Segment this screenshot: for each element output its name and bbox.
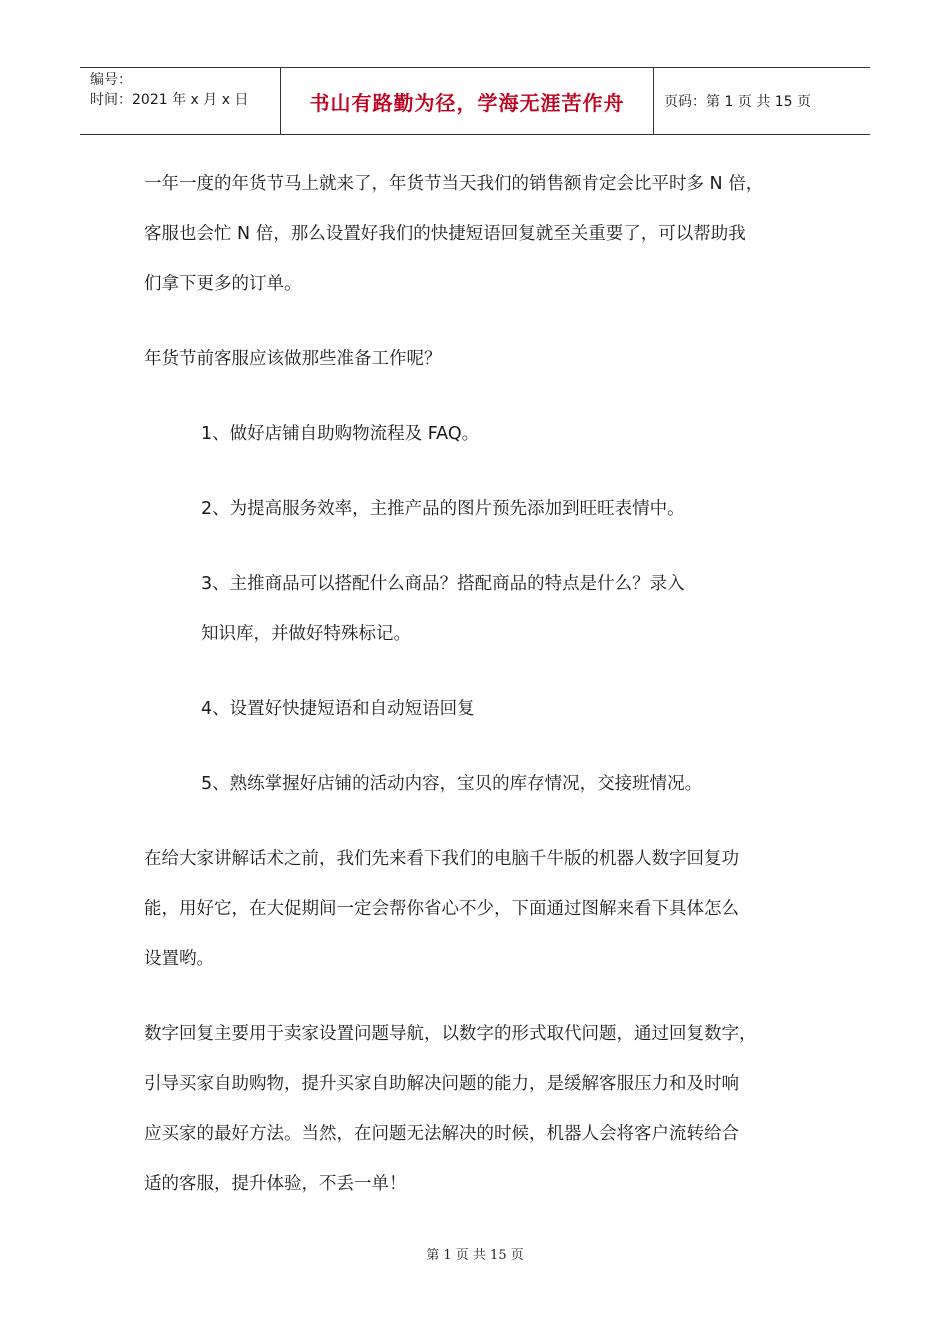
- paragraph-intro: [144, 159, 824, 309]
- list-item-3: [144, 559, 824, 659]
- text-line: 2、为提高服务效率，主推产品的图片预先添加到旺旺表情中。: [201, 499, 685, 519]
- text-line: 适的客服，提升体验，不丢一单！: [144, 1174, 407, 1194]
- text-line: 知识库，并做好特殊标记。: [201, 624, 411, 644]
- text-line: 4、设置好快捷短语和自动短语回复: [201, 699, 475, 719]
- header-page-info: 页码：第 1 页 共 15 页: [664, 94, 811, 110]
- header-meta: [80, 68, 281, 134]
- text-line: 年货节前客服应该做那些准备工作呢？: [144, 349, 442, 369]
- header-page-info-cell: [654, 68, 870, 134]
- text-line: 1、做好店铺自助购物流程及 FAQ。: [201, 424, 480, 444]
- text-line: 设置哟。: [144, 949, 214, 969]
- list-item-5: [144, 759, 824, 809]
- paragraph-question: [144, 334, 824, 384]
- text-line: 客服也会忙 N 倍，那么设置好我们的快捷短语回复就至关重要了，可以帮助我: [144, 224, 746, 244]
- list-item-4: [144, 684, 824, 734]
- text-line: 应买家的最好方法。当然，在问题无法解决的时候，机器人会将客户流转给合: [144, 1124, 739, 1144]
- header-motto: 书山有路勤为径，学海无涯苦作舟: [309, 90, 625, 115]
- text-line: 在给大家讲解话术之前，我们先来看下我们的电脑千牛版的机器人数字回复功: [144, 849, 739, 869]
- header-motto-cell: [281, 68, 654, 134]
- page-header: [80, 67, 870, 135]
- text-line: 数字回复主要用于卖家设置问题导航，以数字的形式取代问题，通过回复数字，: [144, 1024, 757, 1044]
- text-line: 们拿下更多的订单。: [144, 274, 302, 294]
- document-number-label: 编号：: [90, 72, 132, 88]
- paragraph-number-reply: [144, 1009, 824, 1209]
- list-item-1: [144, 409, 824, 459]
- text-line: 引导买家自助购物，提升买家自助解决问题的能力，是缓解客服压力和及时响: [144, 1074, 739, 1094]
- list-item-2: [144, 484, 824, 534]
- document-time-label: 时间：2021 年 x 月 x 日: [90, 92, 249, 108]
- text-line: 一年一度的年货节马上就来了，年货节当天我们的销售额肯定会比平时多 N 倍，: [144, 174, 764, 194]
- text-line: 能，用好它，在大促期间一定会帮你省心不少，下面通过图解来看下具体怎么: [144, 899, 739, 919]
- text-line: 5、熟练掌握好店铺的活动内容，宝贝的库存情况，交接班情况。: [201, 774, 703, 794]
- text-line: 3、主推商品可以搭配什么商品？搭配商品的特点是什么？录入: [201, 574, 685, 594]
- paragraph-robot-intro: [144, 834, 824, 984]
- document-body: [144, 159, 824, 1209]
- page-footer: 第 1 页 共 15 页: [426, 1248, 524, 1263]
